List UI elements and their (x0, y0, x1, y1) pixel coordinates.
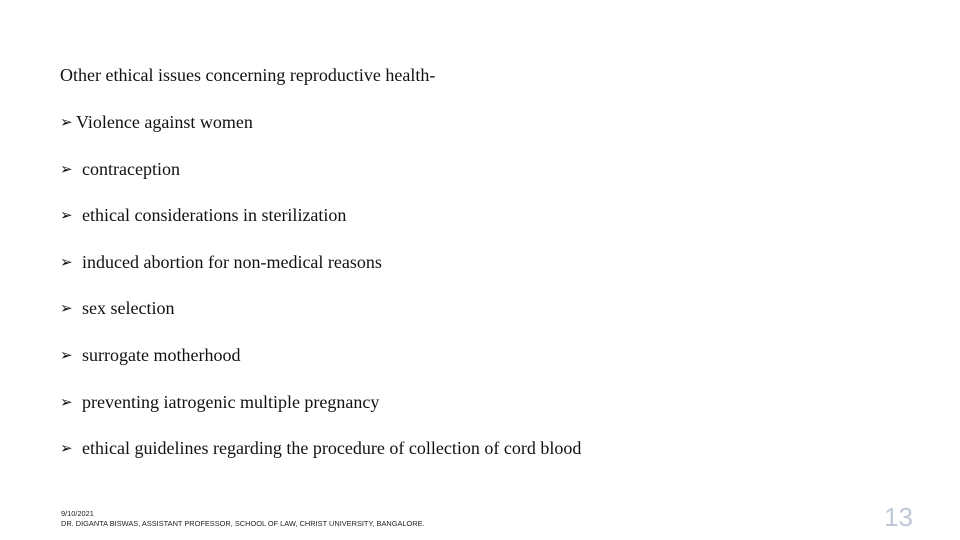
bullet-item (60, 111, 581, 158)
bullet-item (60, 297, 581, 344)
arrow-bullet-icon: ➢ (60, 206, 73, 225)
bullet-text: surrogate motherhood (82, 344, 241, 365)
bullet-text: ethical guidelines regarding the procedure of collection of cord blood (82, 438, 582, 459)
arrow-bullet-icon: ➢ (60, 113, 73, 131)
page-number: 13 (884, 502, 913, 532)
footer-author: DR. DIGANTA BISWAS, ASSISTANT PROFESSOR, SCHOOL OF LAW, CHRIST UNIVERSITY, BANGALORE. (61, 519, 425, 528)
bullet-item (60, 158, 581, 205)
arrow-bullet-icon: ➢ (60, 345, 73, 364)
footer-date: 9/10/2021 (61, 509, 94, 518)
bullet-text: Violence against women (76, 112, 253, 132)
bullet-text: ethical considerations in sterilization (82, 205, 347, 226)
bullet-item (60, 204, 581, 251)
bullet-item (60, 251, 581, 298)
arrow-bullet-icon: ➢ (60, 252, 73, 271)
bullet-text: contraception (82, 158, 180, 179)
arrow-bullet-icon: ➢ (60, 159, 73, 178)
bullet-text: induced abortion for non-medical reasons (82, 251, 382, 272)
arrow-bullet-icon: ➢ (60, 392, 73, 411)
arrow-bullet-icon: ➢ (60, 439, 73, 458)
bullet-text: sex selection (82, 298, 175, 319)
bullet-list (60, 111, 581, 484)
bullet-item (60, 437, 581, 484)
slide-footer (61, 509, 425, 529)
bullet-text: preventing iatrogenic multiple pregnancy (82, 391, 380, 412)
slide-heading: Other ethical issues concerning reproductive health- (60, 65, 436, 85)
bullet-item (60, 344, 581, 391)
arrow-bullet-icon: ➢ (60, 299, 73, 318)
bullet-item (60, 391, 581, 438)
